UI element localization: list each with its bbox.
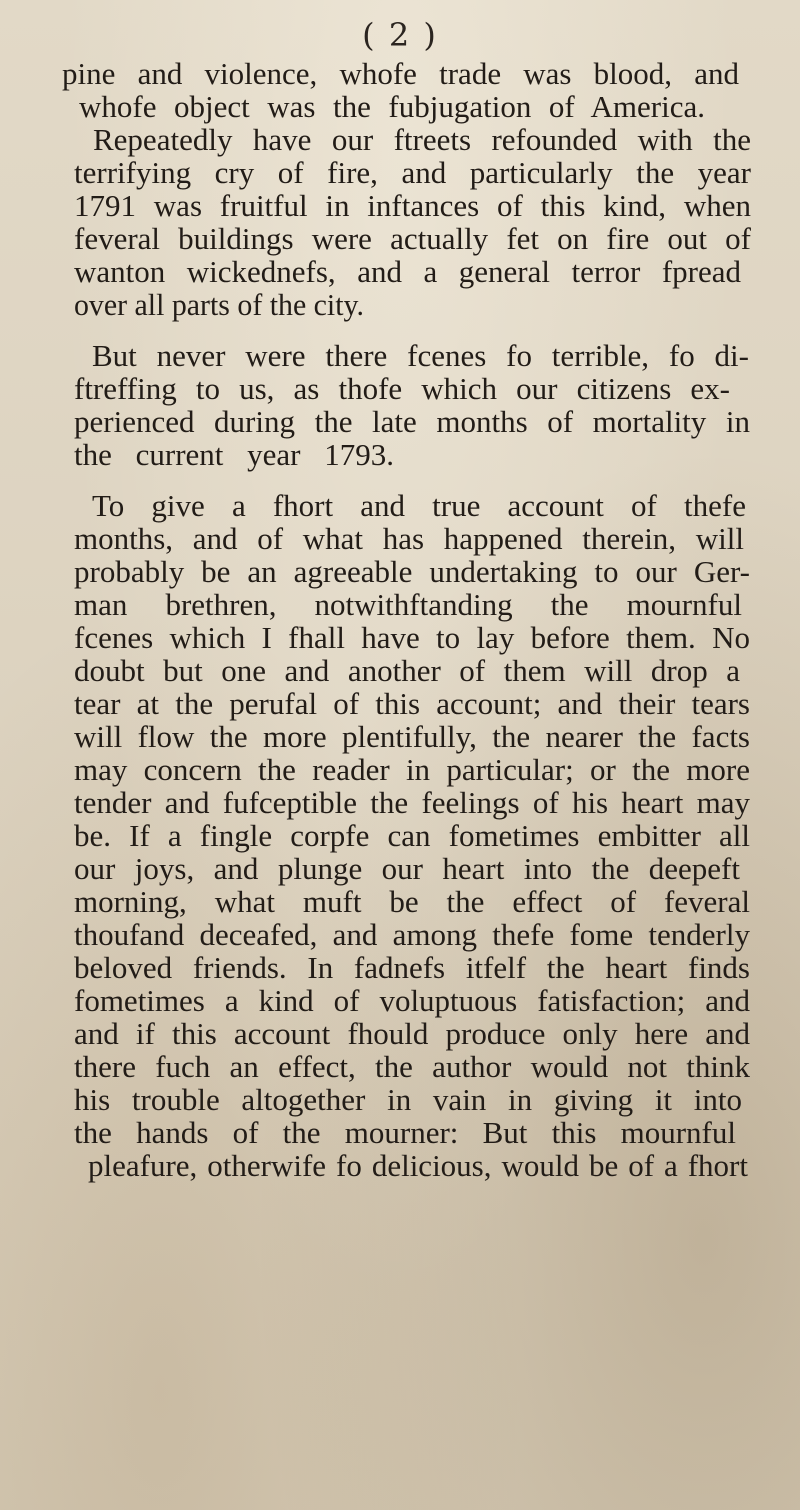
text-line: his trouble altogether in vain in giving it into	[74, 1082, 742, 1117]
page-number: ( 2 )	[362, 16, 438, 54]
text-line: tender and fufceptible the feelings of his heart may	[74, 785, 750, 820]
text-line: ftreffing to us, as thofe which our citizens ex-	[74, 371, 730, 406]
text-line: beloved friends. In fadnefs itfelf the heart finds	[74, 950, 750, 985]
text-line: fcenes which I fhall have to lay before them. No	[74, 620, 750, 655]
text-line: pine and violence, whofe trade was blood, and	[62, 56, 739, 91]
text-line: To give a fhort and true account of thefe	[92, 488, 746, 523]
text-line: may concern the reader in particular; or the more	[74, 752, 750, 787]
text-line: doubt but one and another of them will drop a	[74, 653, 740, 688]
text-line: and if this account fhould produce only here and	[74, 1016, 750, 1051]
text-line: probably be an agreeable undertaking to our Ger-	[74, 554, 750, 589]
text-line: Repeatedly have our ftreets refounded with the	[93, 122, 751, 157]
text-line: feveral buildings were actually fet on fire out of	[74, 221, 751, 256]
text-line: perienced during the late months of mortality in	[74, 404, 750, 439]
text-line: man brethren, notwithftanding the mournful	[74, 587, 742, 622]
text-line: will flow the more plentifully, the nearer the facts	[74, 719, 750, 754]
text-line: fometimes a kind of voluptuous fatisfaction; and	[74, 983, 750, 1018]
text-line: wanton wickednefs, and a general terror fpread	[74, 254, 741, 289]
text-line: pleafure, otherwife fo delicious, would be of a fhort	[88, 1148, 748, 1183]
text-line: terrifying cry of fire, and particularly the year	[74, 155, 751, 190]
text-line: morning, what muft be the effect of feveral	[74, 884, 750, 919]
text-line: be. If a fingle corpfe can fometimes embitter all	[74, 818, 750, 853]
text-line: the current year 1793.	[74, 437, 394, 472]
text-line: tear at the perufal of this account; and their tears	[74, 686, 750, 721]
text-line: our joys, and plunge our heart into the deepeft	[74, 851, 740, 886]
text-line: the hands of the mourner: But this mournful	[74, 1115, 736, 1150]
text-line: there fuch an effect, the author would not think	[74, 1049, 750, 1084]
text-line: But never were there fcenes fo terrible, fo di-	[92, 338, 749, 373]
text-line: thoufand deceafed, and among thefe fome tenderly	[74, 917, 750, 952]
text-line: whofe object was the fubjugation of America.	[79, 89, 705, 124]
text-line: months, and of what has happened therein, will	[74, 521, 744, 556]
text-line: over all parts of the city.	[74, 287, 364, 322]
text-line: 1791 was fruitful in inftances of this kind, when	[74, 188, 751, 223]
